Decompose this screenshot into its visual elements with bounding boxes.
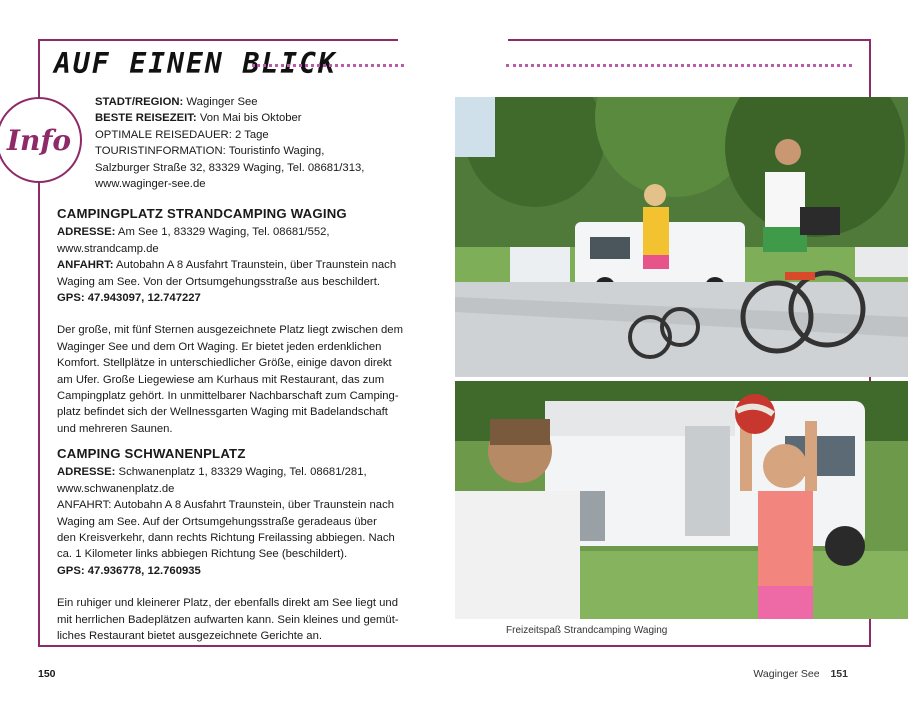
campsite-web-link[interactable]: www.schwanenplatz.de <box>57 482 175 495</box>
duration-row: OPTIMALE REISEDAUER: 2 Tage <box>95 128 269 141</box>
campsite-gps: GPS: 47.943097, 12.747227 <box>57 292 201 305</box>
title-dots-left <box>252 64 404 67</box>
info-badge <box>0 97 82 183</box>
tourist-address: Salzburger Straße 32, 83329 Waging, Tel. 08681/313, <box>95 161 365 174</box>
campsite-title: CAMPINGPLATZ STRANDCAMPING WAGING <box>57 206 347 221</box>
tourist-web-link[interactable]: www.waginger-see.de <box>95 178 206 191</box>
season-row: BESTE REISEZEIT: Von Mai bis Oktober <box>95 112 302 125</box>
overview-block <box>95 94 364 192</box>
page-number-left: 150 <box>38 668 56 680</box>
running-footer <box>753 668 848 680</box>
campsite-schwanenplatz: CAMPING SCHWANENPLATZ ADRESSE: Schwanenplatz 1, 83329 Waging, Tel. 08681/281, www.schwanenplatz.de ANFAHRT: Autobahn A 8 Ausfahrt Traunstein, über Traunstein nach Waging am See. Auf der Ortsumgehungsstraße geradeaus über den Kreisverkehr, dann rechts Richtung Freilassing abbiegen. Nach ca. 1 Kilometer links abbiegen Richtung See (beschildert). GPS: 47.936778, 12.760935 Ein ruhiger und kleinerer Platz, der ebenfalls direkt am See liegt und mit herrlichen Badeplätzen aufwarten kann. Sein kleines und gemüt- liches Restaurant bietet ausgezeichnete Gerichte an. <box>57 446 409 644</box>
region-row: STADT/REGION: Waginger See <box>95 96 258 108</box>
campsite-gps: GPS: 47.936778, 12.760935 <box>57 564 201 577</box>
campsite-strandcamping: CAMPINGPLATZ STRANDCAMPING WAGING ADRESSE: Am See 1, 83329 Waging, Tel. 08681/552, www.strandcamp.de ANFAHRT: Autobahn A 8 Ausfahrt Traunstein, über Traunstein nach Waging am See. Von der Ortsumgehungsstraße aus beschildert. GPS: 47.943097, 12.747227 Der große, mit fünf Sternen ausgezeichnete Platz liegt zwischen dem Waginger See und dem Ort Waging. Er bietet jeden erdenklichen Komfort. Stellplätze in unterschiedlicher Größe, einige davon direkt am Ufer. Große Liegewiese am Kurhaus mit Restaurant, das zum Campingplatz gehört. In unmittelbarer Nachbarschaft zum Camping- platz befindet sich der Wellnessgarten Waging mit Badelandschaft und mehreren Saunen. <box>57 206 409 437</box>
frame-gap <box>398 34 508 44</box>
info-badge-label: Info <box>6 123 72 157</box>
photo-cyclists <box>455 97 908 377</box>
campsite-title: CAMPING SCHWANENPLATZ <box>57 446 246 461</box>
page-number-right: 151 <box>830 668 848 680</box>
tourist-row: TOURISTINFORMATION: Touristinfo Waging, <box>95 145 325 158</box>
title-dots-right <box>506 64 852 67</box>
campsite-web-link[interactable]: www.strandcamp.de <box>57 242 159 255</box>
photo-volleyball <box>455 381 908 619</box>
photo-caption: Freizeitspaß Strandcamping Waging <box>506 625 668 636</box>
page-title: AUF EINEN BLICK <box>54 47 337 80</box>
running-title: Waginger See <box>753 668 820 680</box>
